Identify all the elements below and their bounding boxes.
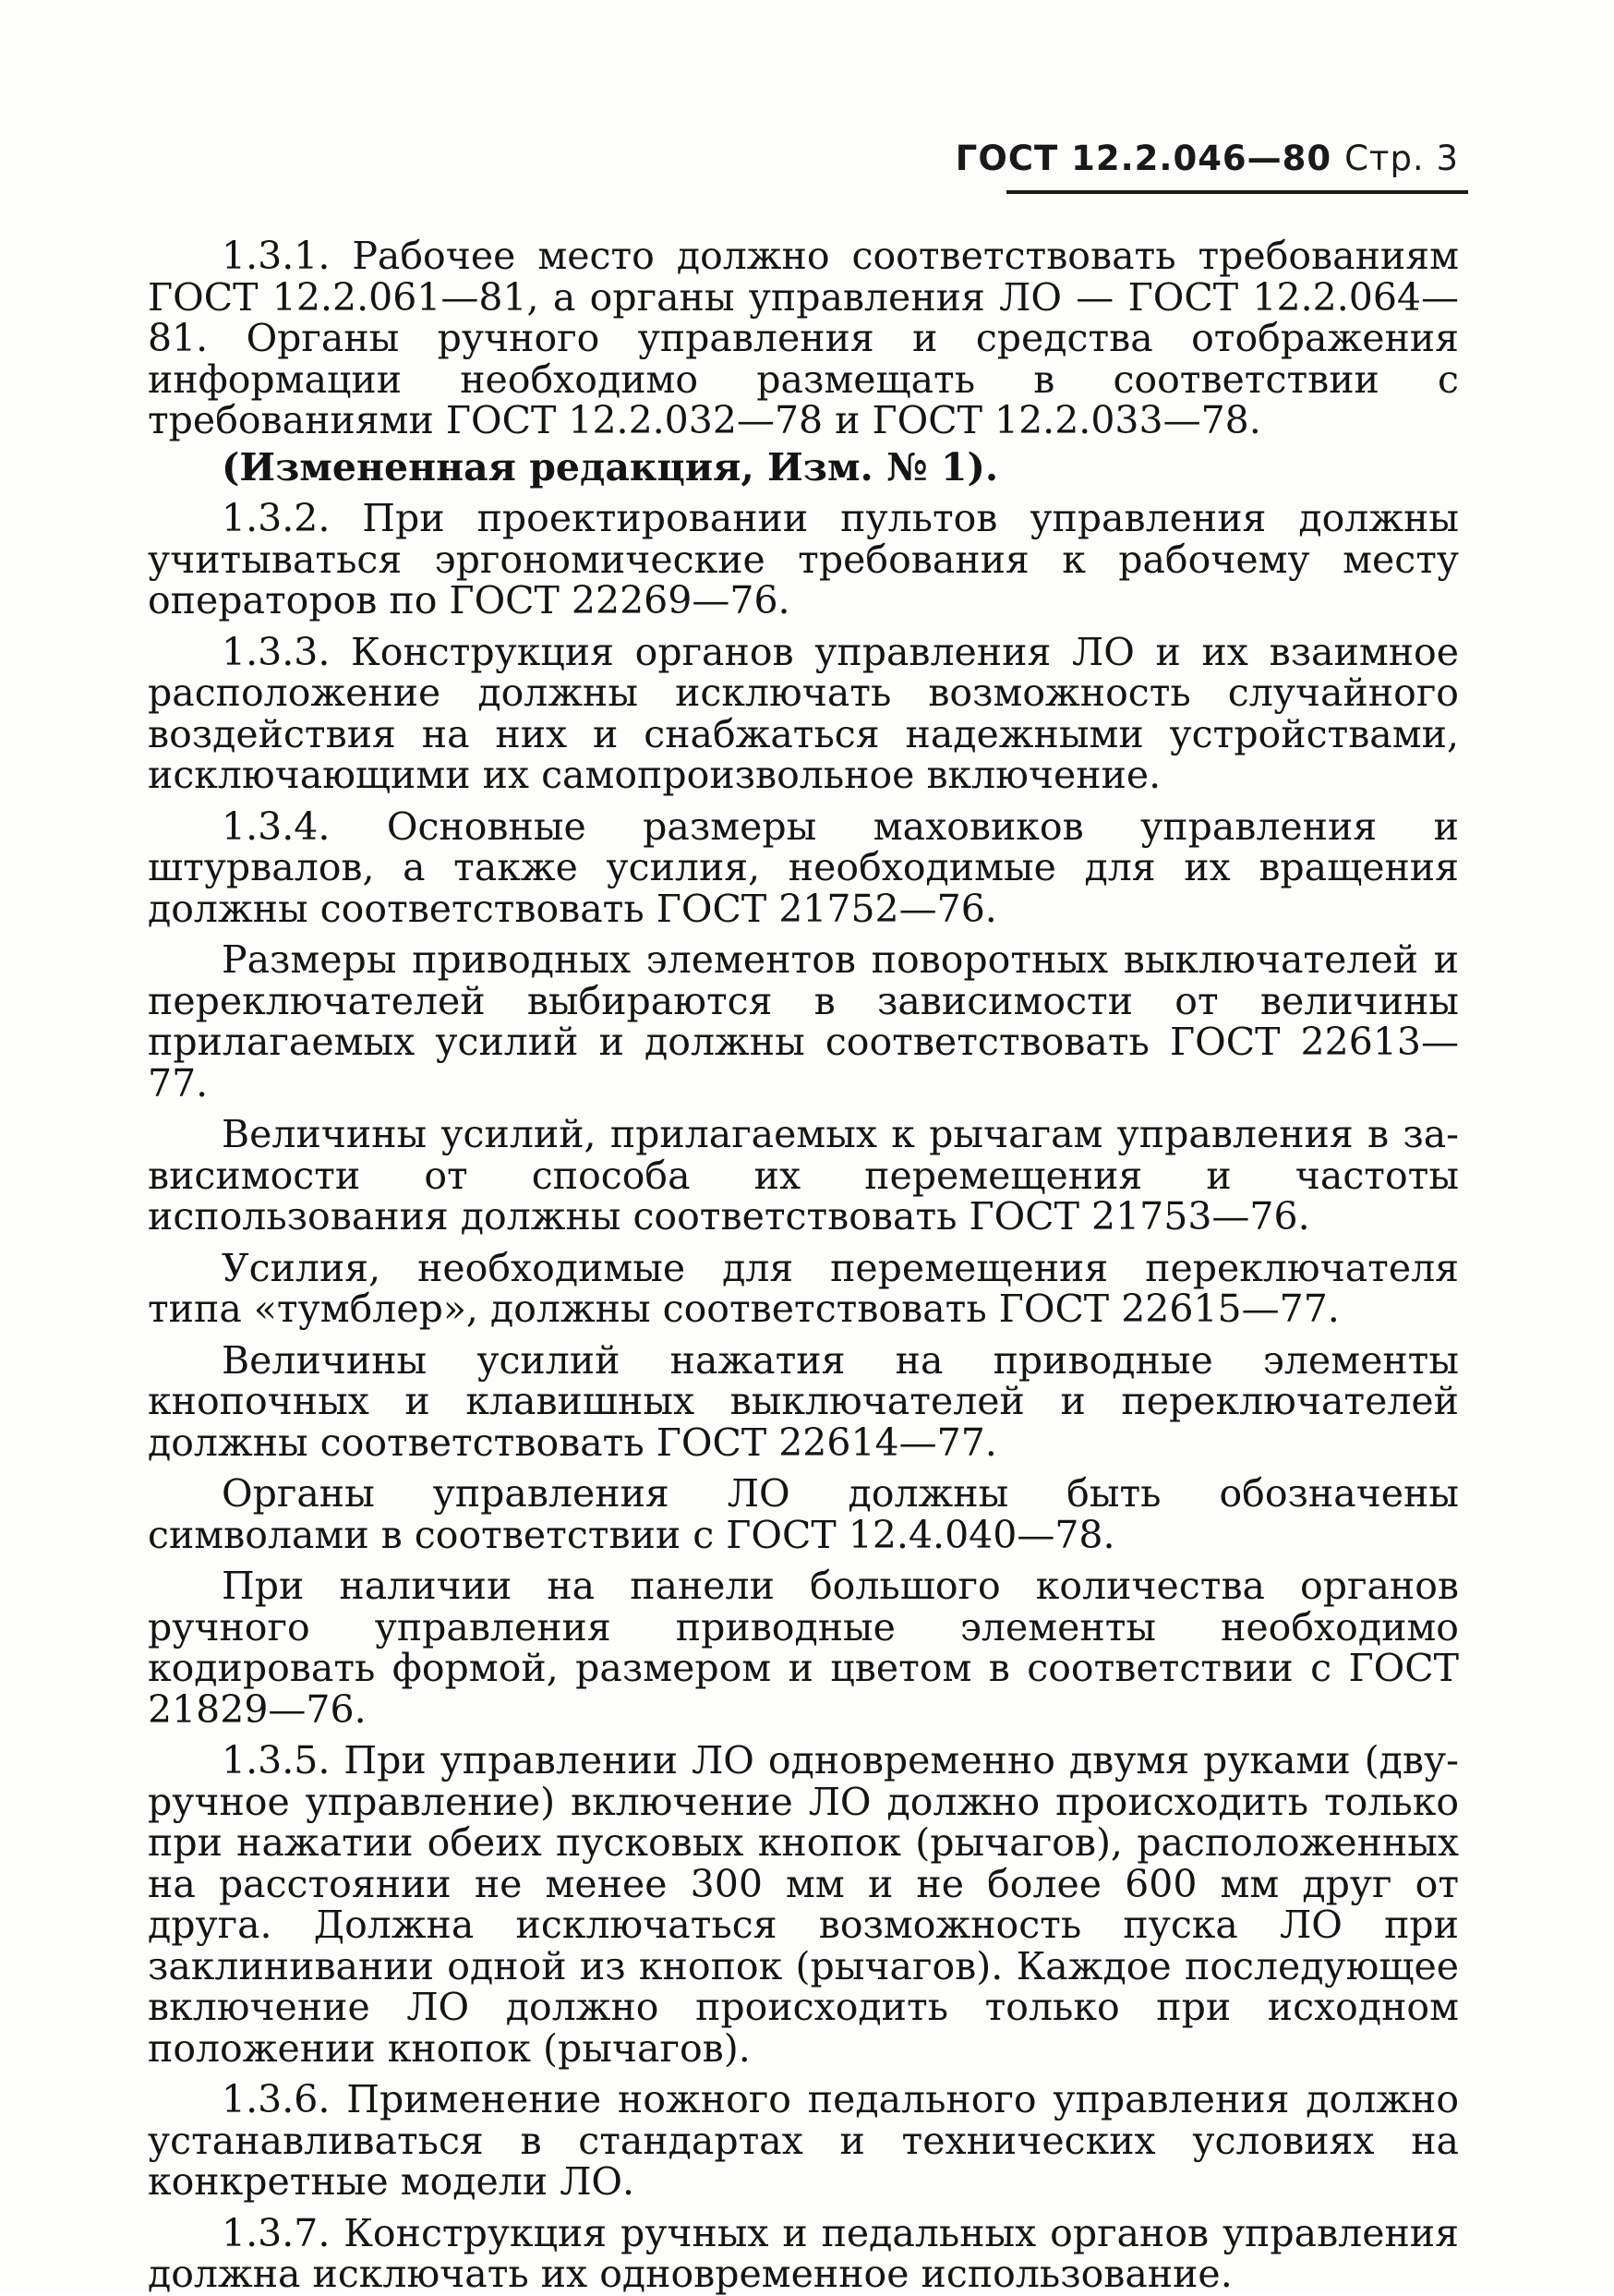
- paragraph-rotary-switches: Размеры приводных элементов поворотных выключателей и переключателей выбираются в зависимости от величины прилагаемых усилий и должны соответствовать ГОСТ 22613—77.: [148, 937, 1459, 1106]
- paragraph-lever-forces: Величины усилий, прилагаемых к рычагам управления в зависимости от способа их перемещения и частоты использования должны соответствовать ГОСТ 21753—76.: [148, 1112, 1459, 1239]
- header-rule: [1006, 190, 1468, 194]
- clause-1-3-6: 1.3.6. Применение ножного педального управления должно устанавливаться в стандартах и технических условиях на конкретные модели ЛО.: [148, 2077, 1459, 2204]
- paragraph-toggle-switch: Усилия, необходимые для перемещения переключателя типа «тумблер», должны соответствовать ГОСТ 22615—77.: [148, 1245, 1459, 1331]
- clause-1-3-4: 1.3.4. Основные размеры маховиков управления и штурвалов, а также усилия, необходимые для их вращения должны соответствовать ГОСТ 21752—76.: [148, 804, 1459, 931]
- amendment-note: (Измененная редакция, Изм. № 1).: [222, 444, 999, 489]
- paragraph-push-buttons: Величины усилий нажатия на приводные элементы кнопочных и клавишных выключателей и переключателей должны соответствовать ГОСТ 22614—77.: [148, 1337, 1459, 1465]
- clause-1-3-5: 1.3.5. При управлении ЛО одновременно двумя руками (двуручное управление) включение ЛО должно происходить только при нажатии обеих пусковых кнопок (рычагов), расположенных на расстоянии не менее 300 мм и не более 600 мм друг от друга. Должна исключаться возможность пуска ЛО при заклинивании одной из кнопок (рычагов). Каждое последующее включение ЛО должно происходить только при исходном положении кнопок (рычагов).: [148, 1738, 1459, 2071]
- paragraph-symbols: Органы управления ЛО должны быть обозначены символами в соответствии с ГОСТ 12.4.040—78.: [148, 1471, 1459, 1557]
- running-header: [956, 139, 1459, 178]
- clause-1-3-3: 1.3.3. Конструкция органов управления ЛО и их взаимное расположение должны исключать возможность случайного воздействия на них и снабжаться надежными устройствами, исключающими их самопроизвольное включение.: [148, 629, 1459, 797]
- paragraph-coding: При наличии на панели большого количества органов ручного управления приводные элементы необходимо кодировать формой, размером и цветом в соответствии с ГОСТ 21829—76.: [148, 1564, 1459, 1732]
- clause-1-3-2: 1.3.2. При проектировании пультов управления должны учитываться эргономические требования к рабочему месту операторов по ГОСТ 22269—76.: [148, 496, 1459, 622]
- clause-1-3-1: 1.3.1. Рабочее место должно соответствовать требованиям ГОСТ 12.2.061—81, а органы управления ЛО — ГОСТ 12.2.064—81. Органы ручного управления и средства отображения информации необходимо размещать в соответствии с требованиями ГОСТ 12.2.032—78 и ГОСТ 12.2.033—78.: [148, 234, 1459, 442]
- body-text: [148, 236, 1459, 2295]
- standard-number: ГОСТ 12.2.046—80: [955, 139, 1332, 178]
- page-number: Стр. 3: [1344, 139, 1459, 178]
- clause-1-3-7: 1.3.7. Конструкция ручных и педальных органов управления должна исключать их одновременное использование.: [148, 2210, 1459, 2296]
